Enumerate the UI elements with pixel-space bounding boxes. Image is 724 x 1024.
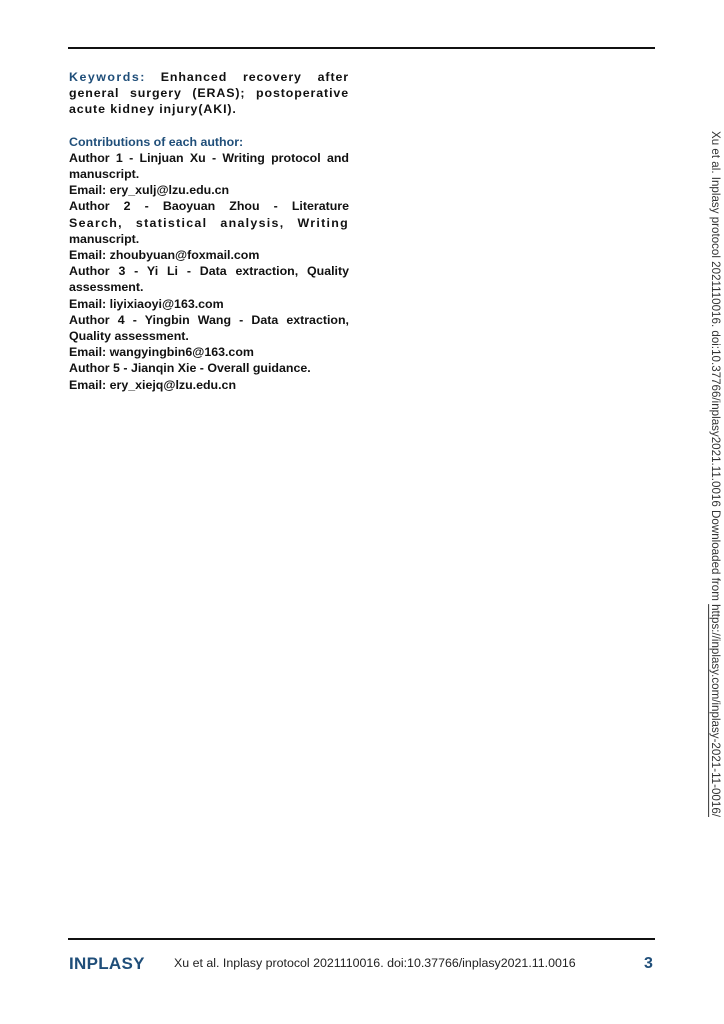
contribution-line: Author 4 - Yingbin Wang - Data extraction, — [69, 312, 349, 327]
author-email: Email: ery_xiejq@lzu.edu.cn — [69, 377, 237, 392]
contribution-line: Author 1 - Linjuan Xu - Writing protocol and — [69, 150, 349, 165]
footer-brand: INPLASY — [69, 954, 145, 973]
author-email: Email: zhoubyuan@foxmail.com — [69, 248, 260, 263]
download-link[interactable]: https://inplasy.com/inplasy-2021-11-0016/ — [709, 604, 722, 817]
keywords-block — [69, 69, 349, 118]
contribution-line: manuscript. — [69, 167, 140, 182]
vertical-download-notice — [709, 131, 722, 817]
main-column — [69, 69, 349, 393]
footer-citation: Xu et al. Inplasy protocol 2021110016. doi:10.37766/inplasy2021.11.0016 — [174, 956, 576, 970]
contribution-line: Author 2 - Baoyuan Zhou - Literature — [69, 199, 349, 214]
contributions-list — [69, 150, 349, 393]
footer-rule — [68, 938, 655, 940]
keywords-label: Keywords: — [69, 70, 146, 84]
author-email: Email: liyixiaoyi@163.com — [69, 296, 224, 311]
contribution-line: manuscript. — [69, 231, 140, 246]
contribution-line: Author 3 - Yi Li - Data extraction, Quality — [69, 264, 349, 279]
contribution-line: Search, statistical analysis, Writing — [69, 215, 349, 230]
author-email: Email: ery_xulj@lzu.edu.cn — [69, 183, 230, 198]
contributions-heading: Contributions of each author: — [69, 134, 244, 149]
contribution-line: Author 5 - Jianqin Xie - Overall guidance. — [69, 361, 311, 376]
keywords-text: Enhanced recovery after general surgery (ERAS); postoperative acute kidney injury(AKI). — [69, 70, 349, 117]
contribution-line: assessment. — [69, 280, 144, 295]
download-notice-text: Xu et al. Inplasy protocol 2021110016. doi:10.37766/inplasy2021.11.0016 Downloaded from — [709, 131, 722, 605]
page-number: 3 — [644, 955, 653, 972]
author-email: Email: wangyingbin6@163.com — [69, 345, 254, 360]
contribution-line: Quality assessment. — [69, 329, 189, 344]
header-rule — [68, 47, 655, 49]
